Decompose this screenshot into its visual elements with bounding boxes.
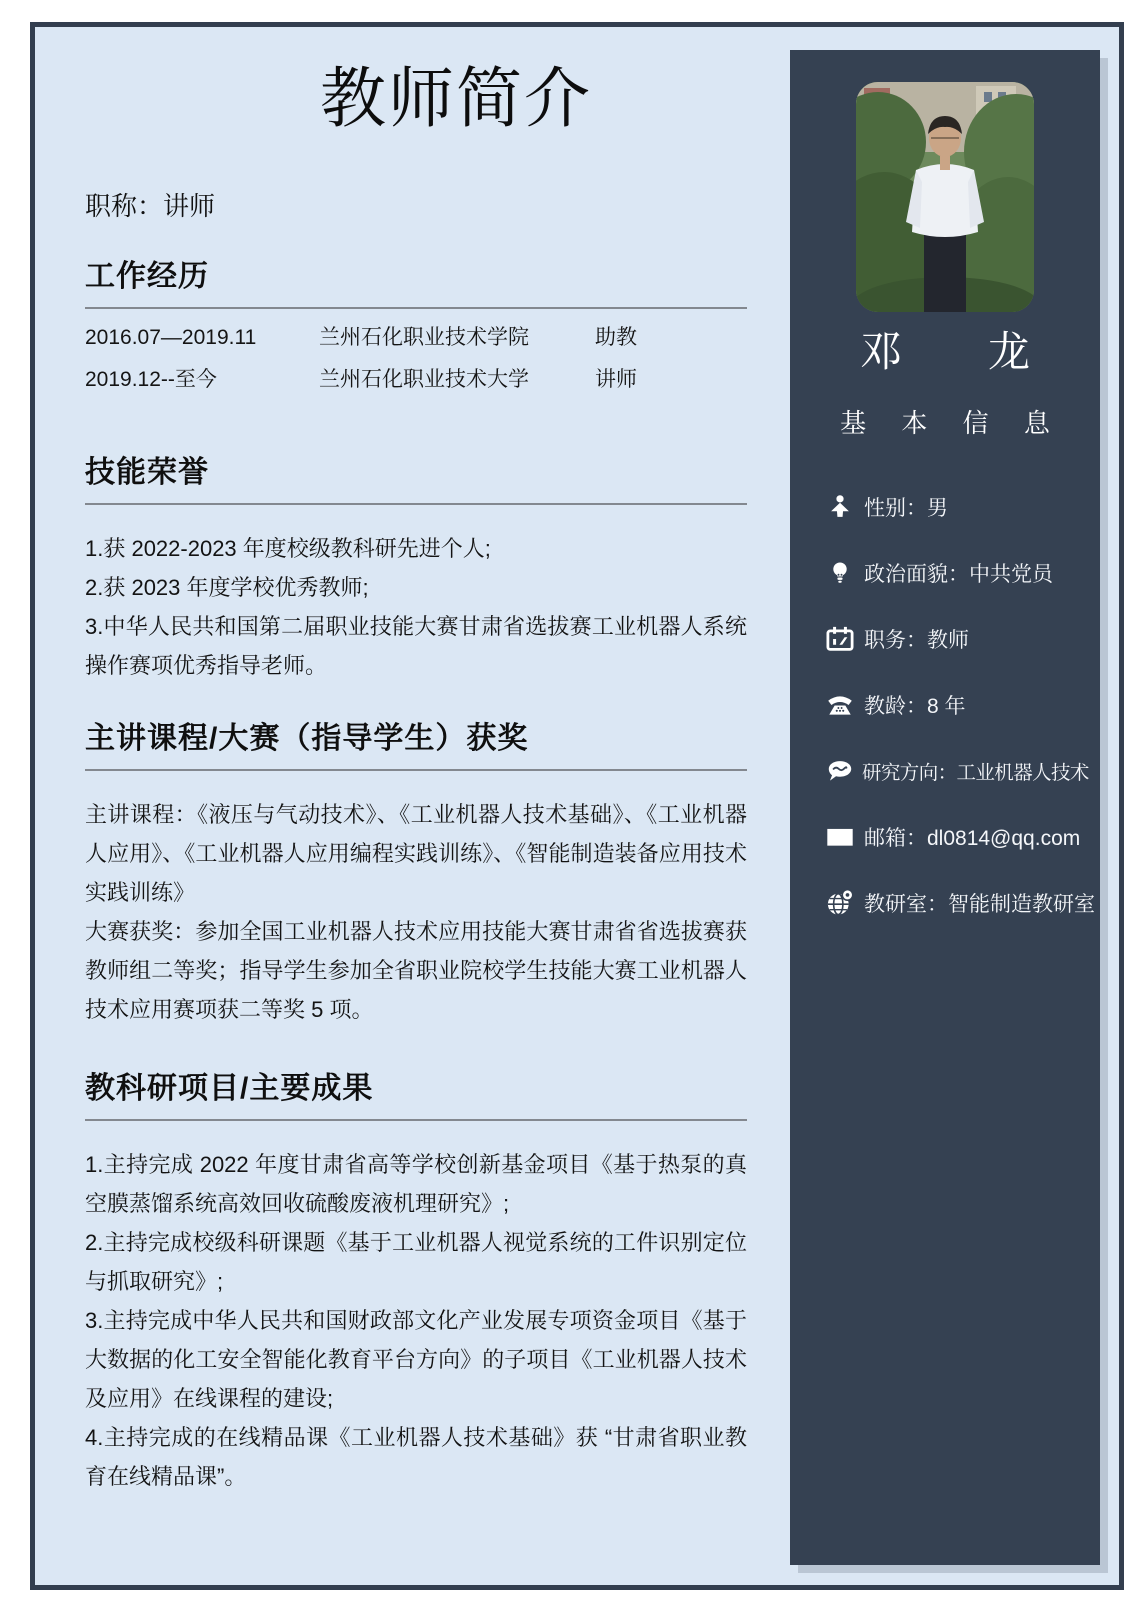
work-period: 2016.07—2019.11 xyxy=(85,326,257,349)
lightbulb-icon xyxy=(822,559,858,587)
section-heading-honors: 技能荣誉 xyxy=(85,456,209,489)
profile-photo xyxy=(856,82,1034,312)
courses-taught-paragraph: 主讲课程：《液压与气动技术》、《工业机器人技术基础》、《工业机器人应用》、《工业机器人应用编程实践训练》、《智能制造装备应用技术实践训练》 xyxy=(85,802,747,905)
chat-icon xyxy=(822,758,858,784)
research-item: 4.主持完成的在线精品课《工业机器人技术基础》获 “甘肃省职业教育在线精品课”。 xyxy=(85,1425,747,1489)
info-item-gender xyxy=(790,474,1100,540)
section-research-achievements xyxy=(85,1069,747,1496)
job-title-line: 职称：讲师 xyxy=(85,191,216,221)
work-organization: 兰州石化职业技术学院 xyxy=(319,326,529,349)
work-experience-row xyxy=(85,317,747,359)
info-item-research-direction xyxy=(790,738,1100,804)
honor-item: 3.中华人民共和国第二届职业技能大赛甘肃省选拔赛工业机器人系统操作赛项优秀指导老师。 xyxy=(85,614,747,678)
sidebar xyxy=(790,50,1100,1565)
section-heading-research: 教科研项目/主要成果 xyxy=(85,1072,374,1105)
section-divider xyxy=(85,307,747,309)
main-column xyxy=(85,27,747,1496)
info-text-teaching-office: 教研室：智能制造教研室 xyxy=(864,893,1095,916)
info-item-teaching-years xyxy=(790,672,1100,738)
phone-icon xyxy=(822,692,858,718)
resume-page xyxy=(30,22,1124,1590)
honor-item: 2.获 2023 年度学校优秀教师; xyxy=(85,575,369,600)
info-item-teaching-office xyxy=(790,870,1100,936)
teacher-given-name: 龙 xyxy=(988,328,1031,375)
info-text-position: 职务：教师 xyxy=(864,629,969,652)
competition-awards-paragraph: 大赛获奖：参加全国工业机器人技术应用技能大赛甘肃省省选拔赛获教师组二等奖；指导学生参加全省职业院校学生技能大赛工业机器人技术应用赛项获二等奖 5 项。 xyxy=(85,919,747,1022)
work-role: 助教 xyxy=(595,326,637,349)
info-item-political-status xyxy=(790,540,1100,606)
work-experience-row xyxy=(85,359,747,401)
section-heading-work: 工作经历 xyxy=(85,260,209,293)
courses-paragraphs xyxy=(85,795,747,1029)
globe-icon xyxy=(822,888,858,918)
work-organization: 兰州石化职业技术大学 xyxy=(319,368,529,391)
teacher-name xyxy=(790,326,1100,378)
work-period: 2019.12--至今 xyxy=(85,368,217,391)
section-divider xyxy=(85,503,747,505)
honor-item: 1.获 2022-2023 年度校级教科研先进个人; xyxy=(85,536,491,561)
research-item: 2.主持完成校级科研课题《基于工业机器人视觉系统的工件识别定位与抓取研究》; xyxy=(85,1230,747,1294)
section-divider xyxy=(85,1119,747,1121)
work-role: 讲师 xyxy=(595,368,637,391)
info-item-position xyxy=(790,606,1100,672)
research-item: 1.主持完成 2022 年度甘肃省高等学校创新基金项目《基于热泵的真空膜蒸馏系统高效回收硫酸废液机理研究》; xyxy=(85,1152,747,1216)
info-text-research-direction: 研究方向：工业机器人技术 xyxy=(862,762,1089,784)
page-title: 教师简介 xyxy=(320,61,592,135)
honors-list xyxy=(85,529,747,685)
calendar-icon xyxy=(822,625,858,653)
basic-info-list xyxy=(790,474,1100,936)
basic-info-heading: 基 本 信 息 xyxy=(840,408,1064,438)
info-text-political-status: 政治面貌：中共党员 xyxy=(864,563,1053,586)
mail-icon xyxy=(822,825,858,849)
section-skill-honors xyxy=(85,453,747,685)
info-text-teaching-years: 教龄：8 年 xyxy=(864,695,966,718)
work-experience-table xyxy=(85,317,747,401)
research-item: 3.主持完成中华人民共和国财政部文化产业发展专项资金项目《基于大数据的化工安全智能化教育平台方向》的子项目《工业机器人技术及应用》在线课程的建设; xyxy=(85,1308,747,1411)
section-heading-courses: 主讲课程/大赛（指导学生）获奖 xyxy=(85,722,529,755)
section-courses-awards xyxy=(85,719,747,1029)
info-text-email: 邮箱：dl0814@qq.com xyxy=(864,827,1081,850)
section-divider xyxy=(85,769,747,771)
person-icon xyxy=(822,493,858,521)
profile-photo-illustration xyxy=(856,82,1034,312)
teacher-surname: 邓 xyxy=(859,328,902,375)
research-list xyxy=(85,1145,747,1496)
section-work-experience xyxy=(85,257,747,401)
info-text-gender: 性别：男 xyxy=(864,497,948,520)
info-item-email xyxy=(790,804,1100,870)
